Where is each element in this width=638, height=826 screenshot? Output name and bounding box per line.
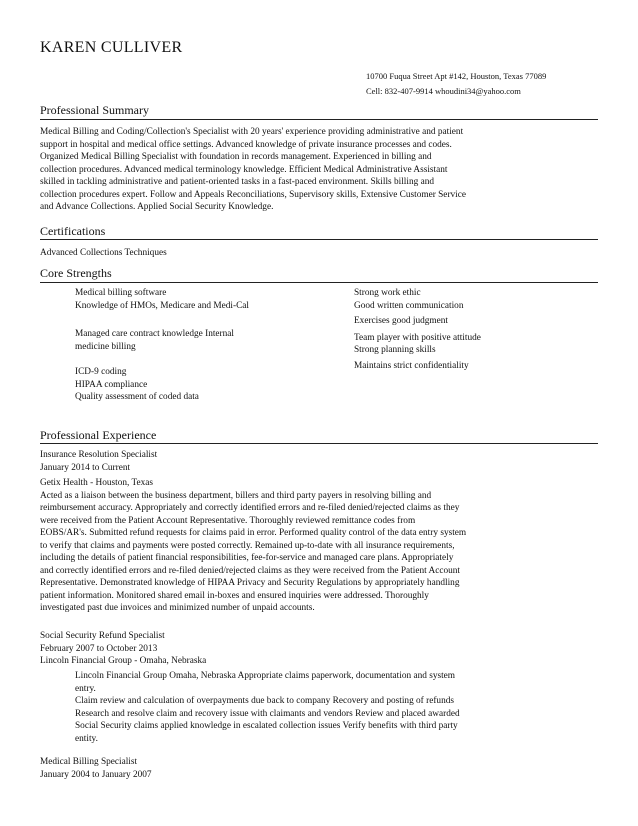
summary-heading: Professional Summary xyxy=(40,103,149,117)
certifications-heading: Certifications xyxy=(40,224,106,238)
job-description-line: EOBS/AR's. Submitted refund requests for claims paid in error. Performed quality control of the data entry system xyxy=(40,528,467,538)
job-title: Insurance Resolution Specialist xyxy=(40,450,158,460)
job-description-line: patient information. Monitored shared email in-boxes and ensured inquiries were addressed. Thoroughly xyxy=(40,590,429,601)
job-description-line: Research and resolve claim and recovery issue with claimants and vendors Review and placed awarded xyxy=(75,708,460,719)
summary-line: collection procedures. Advanced medical terminology knowledge. Efficient Medical Administrative Assistant xyxy=(40,164,448,175)
job-dates: February 2007 to October 2013 xyxy=(40,643,158,654)
job-description-line: Acted as a liaison between the business department, billers and third party payers in resolving billing and xyxy=(40,490,432,501)
candidate-name: KAREN CULLIVER xyxy=(40,39,183,56)
strength-item: Good written communication xyxy=(354,300,464,311)
job-entry-3 xyxy=(40,756,600,781)
job-description-line: and correctly identified errors and re-filed denied/rejected claims as they were received from the Patient Account xyxy=(40,565,460,576)
job-title: Social Security Refund Specialist xyxy=(40,631,165,641)
strength-item: Managed care contract knowledge Internal xyxy=(75,329,235,339)
summary-line: Medical Billing and Coding/Collection's Specialist with 20 years' experience providing administrative and patient xyxy=(40,127,464,137)
strengths-left-column xyxy=(75,287,249,404)
summary-line: and Advance Collections. Applied Social Security Knowledge. xyxy=(40,202,274,212)
strength-item: medicine billing xyxy=(75,341,136,352)
job-title: Medical Billing Specialist xyxy=(40,757,138,767)
summary-line: support in hospital and medical office settings. Advanced knowledge of private insurance processes and codes. xyxy=(40,139,452,150)
job-dates: January 2014 to Current xyxy=(40,462,131,473)
summary-line: Organized Medical Billing Specialist with foundation in records management. Experienced in billing and xyxy=(40,152,432,162)
certification-item: Advanced Collections Techniques xyxy=(40,248,167,258)
job-entry-1 xyxy=(40,449,600,615)
summary-text xyxy=(40,126,600,214)
strength-item: Medical billing software xyxy=(75,288,167,298)
strength-item: HIPAA compliance xyxy=(75,379,148,390)
job-entry-2-header xyxy=(40,630,600,668)
job-description-line: Social Security claims applied knowledge in escalated collection issues Verify benefits with third party xyxy=(75,721,458,731)
certifications-divider xyxy=(40,239,598,240)
job-description-line: investigated past due invoices and minimized number of unpaid accounts. xyxy=(40,603,315,613)
experience-divider xyxy=(40,443,598,444)
job-description-line: entry. xyxy=(75,683,96,694)
summary-line: collection procedures expert. Follow and Appeals Reconciliations, Supervisory skills, Extensive Customer Service xyxy=(40,189,467,200)
job-description-line: including the details of patient financial responsibilities, fee-for-service and managed care plans. Appropriately xyxy=(40,553,454,563)
strength-item: Strong work ethic xyxy=(354,288,421,298)
job-description-line: Representative. Demonstrated knowledge of HIPAA Privacy and Security Regulations by appropriately handling xyxy=(40,578,460,588)
job-entry-2-details xyxy=(75,670,595,745)
contact-info xyxy=(366,69,546,99)
certifications-list xyxy=(40,247,600,260)
job-dates: January 2004 to January 2007 xyxy=(40,769,152,780)
strength-item: Maintains strict confidentiality xyxy=(354,360,469,371)
strengths-heading: Core Strengths xyxy=(40,266,112,280)
job-description-line: entity. xyxy=(75,733,98,744)
strength-item: Quality assessment of coded data xyxy=(75,392,199,402)
job-description-line: to verify that claims and payments were posted correctly. Remained up-to-date with all insurance requirements, xyxy=(40,540,455,551)
strength-item: Strong planning skills xyxy=(354,345,436,355)
strengths-right-column xyxy=(354,287,481,372)
strength-item: Team player with positive attitude xyxy=(354,332,481,343)
job-description-line: Claim review and calculation of overpayments due back to company Recovery and posting of refunds xyxy=(75,696,454,706)
strength-item: Exercises good judgment xyxy=(354,316,448,326)
job-description-line: reimbursement accuracy. Appropriately and correctly identified errors and re-filed denied/rejected claims as they xyxy=(40,503,460,513)
address-line: 10700 Fuqua Street Apt #142, Houston, Texas 77089 xyxy=(366,71,547,81)
strengths-divider xyxy=(40,282,598,283)
strength-item: ICD-9 coding xyxy=(75,367,127,377)
strength-item: Knowledge of HMOs, Medicare and Medi-Cal xyxy=(75,300,250,311)
job-employer: Lincoln Financial Group - Omaha, Nebraska xyxy=(40,656,207,666)
job-employer: Getix Health - Houston, Texas xyxy=(40,478,154,488)
job-description-line: were received from the Patient Account Representative. Thoroughly reviewed remittance codes from xyxy=(40,515,416,526)
experience-heading: Professional Experience xyxy=(40,428,157,442)
job-description-line: Lincoln Financial Group Omaha, Nebraska Appropriate claims paperwork, documentation and system xyxy=(75,671,456,681)
summary-line: skilled in tackling administrative and patient-oriented tasks in a fast-paced environment. Skills billing and xyxy=(40,177,434,187)
phone-email-line: Cell: 832-407-9914 whoudini34@yahoo.com xyxy=(366,86,521,96)
summary-divider xyxy=(40,119,598,120)
